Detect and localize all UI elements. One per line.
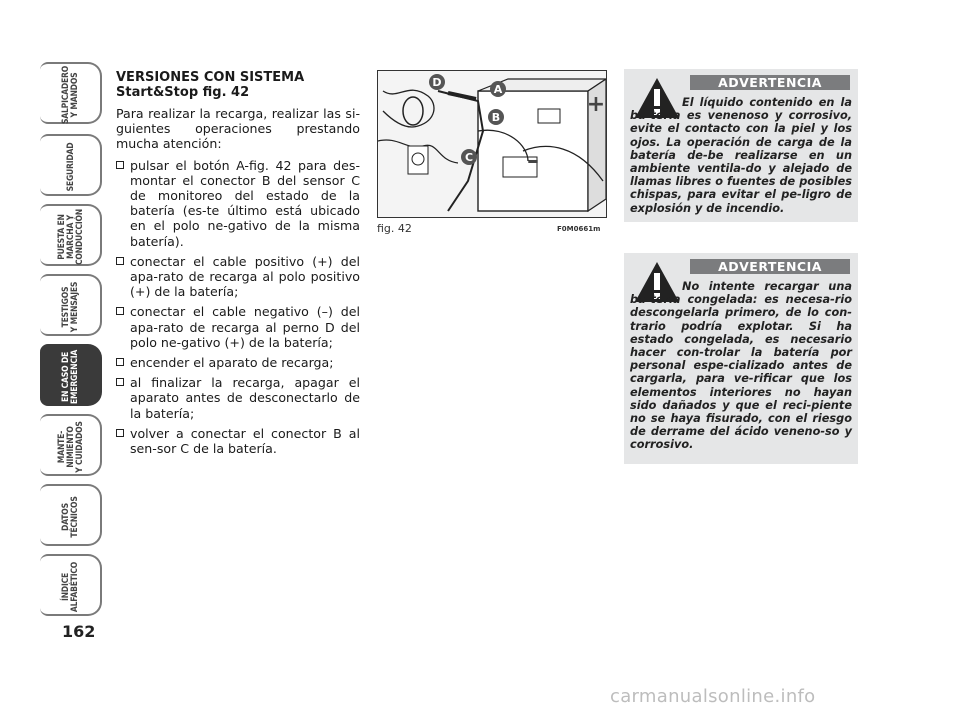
connector [448, 93, 476, 99]
instructions-column [116, 70, 360, 461]
list-item [116, 426, 360, 456]
battery-illustration [378, 71, 607, 218]
warning-box-frozen-battery [624, 253, 858, 464]
tab-indice-alfabetico[interactable] [40, 554, 102, 616]
page-number: 162 [62, 622, 96, 641]
checkbox-bullet-icon [116, 257, 124, 265]
checkbox-bullet-icon [116, 161, 124, 169]
tab-label: DATOS TÉCNICOS [61, 496, 80, 538]
title-line-2: Start&Stop fig. 42 [116, 85, 250, 100]
tab-label: TESTIGOS Y MENSAJES [61, 281, 80, 333]
title-line-1: VERSIONES CON SISTEMA [116, 70, 305, 85]
figure-caption: fig. 42 [377, 222, 412, 235]
step-text: al finalizar la recarga, apagar el aparato antes de desconectarlo de la batería; [130, 375, 360, 421]
cable-main [438, 91, 483, 211]
warning-text [630, 96, 852, 215]
tab-label: SEGURIDAD [65, 142, 76, 192]
list-item [116, 304, 360, 350]
svg-text:C: C [464, 151, 474, 164]
svg-text:D: D [432, 76, 442, 89]
clamp [403, 97, 423, 125]
list-item [116, 254, 360, 300]
tab-seguridad[interactable] [40, 134, 102, 196]
list-item [116, 375, 360, 421]
tab-label: PUESTA EN MARCHA Y CONDUCCIÓN [56, 208, 85, 266]
tab-mantenimiento[interactable] [40, 414, 102, 476]
label-c [461, 149, 477, 165]
figure-code: F0M0661m [557, 225, 601, 233]
warning-badge: ADVERTENCIA [690, 259, 850, 274]
checkbox-bullet-icon [116, 429, 124, 437]
tab-label: SALPICADERO Y MANDOS [61, 65, 80, 125]
tab-datos-tecnicos[interactable] [40, 484, 102, 546]
checkbox-bullet-icon [116, 358, 124, 366]
tab-salpicadero[interactable] [40, 62, 102, 124]
tab-label: MANTE- NIMIENTO Y CUIDADOS [56, 421, 85, 473]
warning-text [630, 280, 852, 452]
tab-label: EN CASO DE EMERGENCIA [61, 349, 80, 405]
battery-figure [377, 70, 607, 218]
step-text: conectar el cable negativo (–) del apa-rato de recarga al perno D del polo ne-gativo (+) de la batería; [130, 304, 360, 350]
hose [383, 90, 434, 127]
warning-text-content: No intente recargar una ba-tería congelada: es necesa-rio descongelarla primero, de lo con-trario podría explotar. Si ha estado congelada, es necesario hacer con-trolar la batería por personal espe-cializado antes de cargarla, para ve-rificar que los elementos interiores no hayan sido dañados y que el reci-piente no se haya fisurado, con el riesgo de derrame del ácido veneno-so y corrosivo. [630, 280, 852, 452]
warning-text-content: El líquido contenido en la ba-tería es venenoso y corrosivo, evite el contacto con la piel y los ojos. La operación de carga de la batería de-be realizarse en un ambiente ventila-do y alejado de llamas libres o fuentes de posibles chispas, para evitar el pe-ligro de explosión y de incendio. [630, 96, 852, 215]
warning-box-electrolyte [624, 69, 858, 222]
tab-testigos[interactable] [40, 274, 102, 336]
svg-text:B: B [491, 111, 501, 124]
checkbox-bullet-icon [116, 307, 124, 315]
step-text: conectar el cable positivo (+) del apa-rato de recarga al polo positivo (+) de la batería; [130, 253, 360, 300]
step-text: volver a conectar el conector B al sen-sor C de la batería. [130, 425, 360, 457]
watermark: carmanualsonline.info [610, 686, 816, 707]
tab-puesta-en-marcha[interactable] [40, 204, 102, 266]
label-a [490, 81, 506, 97]
tab-en-caso-de-emergencia[interactable] [40, 344, 102, 406]
warning-badge: ADVERTENCIA [690, 75, 850, 90]
tab-label: ÍNDICE ALFABÉTICO [61, 561, 80, 613]
step-text: encender el aparato de recarga; [130, 355, 334, 371]
label-d [429, 74, 445, 90]
steps-list [116, 158, 360, 457]
plus-sign: + [586, 92, 606, 117]
svg-text:A: A [493, 83, 503, 96]
label-b [488, 109, 504, 125]
section-title [116, 70, 360, 100]
checkbox-bullet-icon [116, 378, 124, 386]
step-text: pulsar el botón A-fig. 42 para des-montar el conector B del sensor C de monitoreo del estado de la batería (es-te último está ubicado en el polo ne-gativo de la misma batería). [130, 157, 360, 249]
list-item [116, 355, 360, 370]
intro-paragraph: Para realizar la recarga, realizar las si-guientes operaciones prestando mucha atención: [116, 106, 360, 152]
list-item [116, 158, 360, 249]
minus-sign: – [527, 146, 539, 174]
fuse-block [408, 146, 428, 174]
terminal-positive [538, 109, 560, 123]
